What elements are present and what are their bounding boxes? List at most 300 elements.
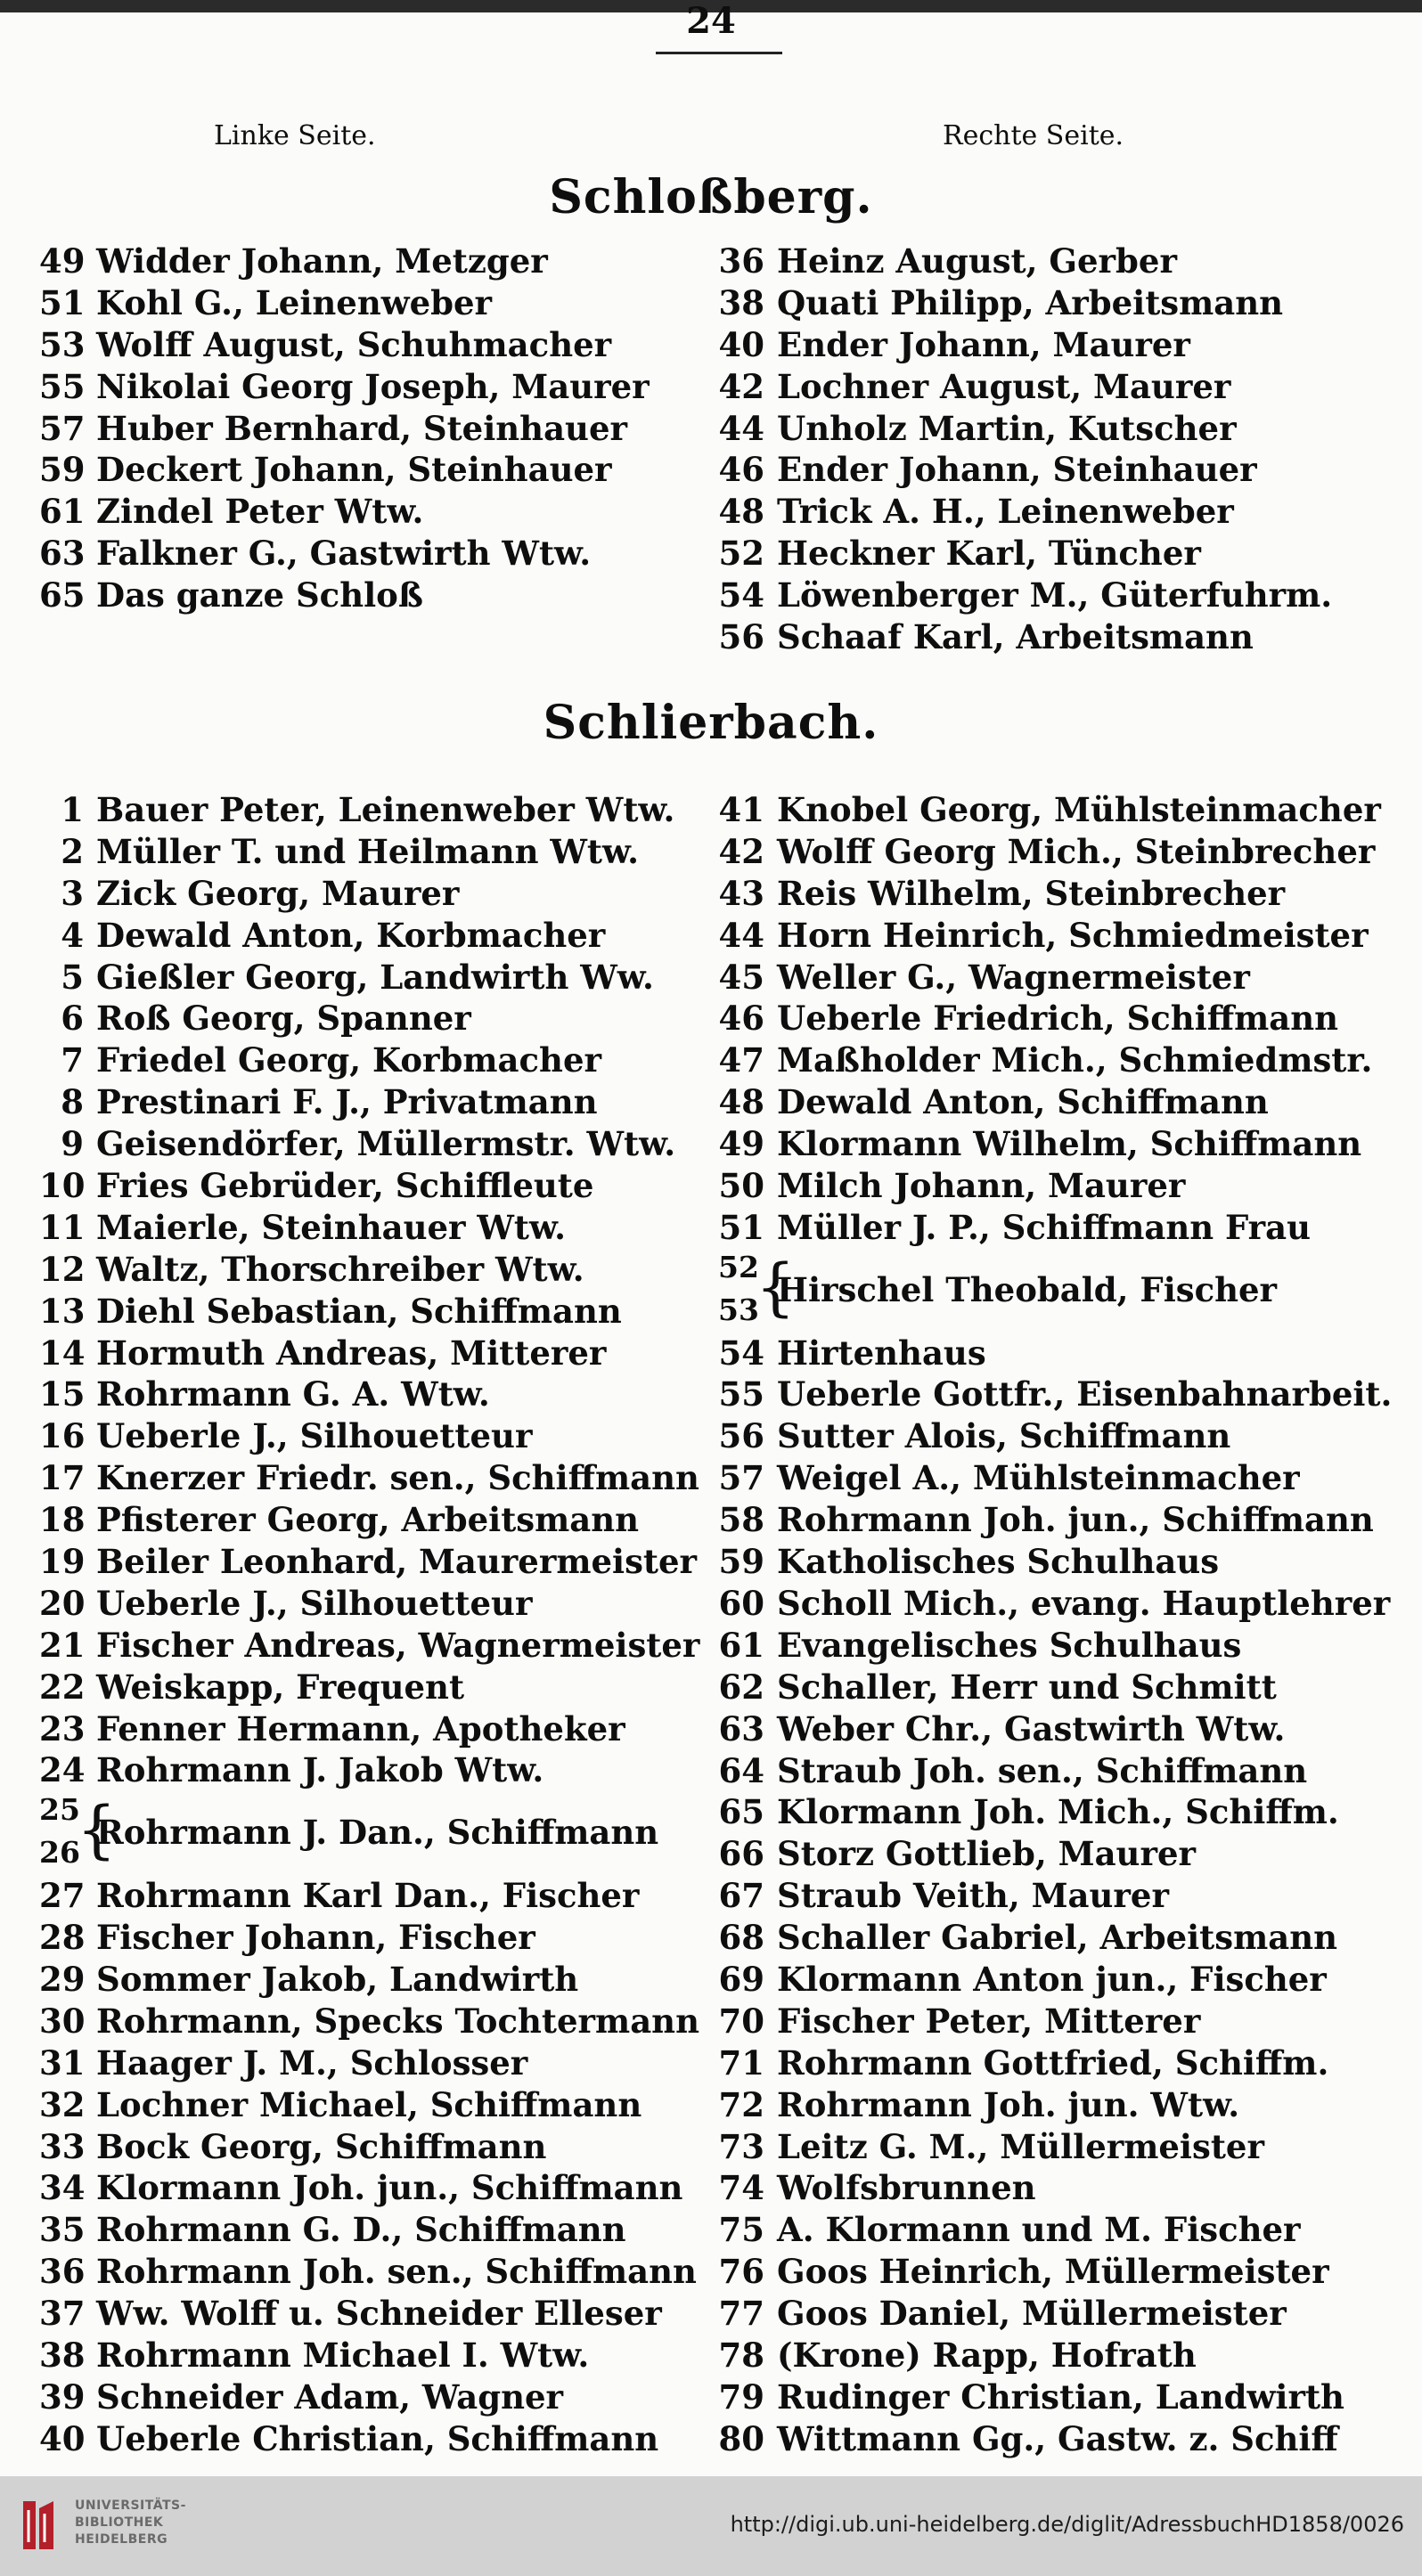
entry-row — [718, 1875, 1395, 1917]
resident-name: Ueberle Friedrich, Schiffmann — [777, 999, 1339, 1039]
resident-name: Deckert Johann, Steinhauer — [96, 450, 612, 490]
resident-name: Hirtenhaus — [777, 1333, 986, 1373]
section-title-schlierbach: Schlierbach. — [543, 696, 879, 750]
house-number: 61 — [39, 492, 86, 532]
entry-row — [718, 1499, 1395, 1541]
house-number: 10 — [39, 1166, 86, 1206]
library-name — [75, 2498, 186, 2548]
house-number: 44 — [718, 408, 764, 448]
entry-row — [718, 1750, 1395, 1792]
house-number: 69 — [718, 1959, 764, 1999]
entry-row — [39, 1165, 699, 1207]
resident-name: Weller G., Wagnermeister — [777, 957, 1250, 997]
resident-name: Klormann Wilhelm, Schiffmann — [777, 1124, 1362, 1164]
house-number: 44 — [718, 915, 764, 955]
resident-name: Hormuth Andreas, Mitterer — [96, 1333, 607, 1373]
resident-name: Straub Veith, Maurer — [777, 1876, 1169, 1916]
entry-row — [39, 957, 699, 999]
entry-row — [718, 1833, 1395, 1875]
house-number: 40 — [39, 2418, 86, 2458]
house-number: 48 — [718, 492, 764, 532]
entry-row — [39, 915, 699, 957]
entry-row — [39, 873, 699, 915]
resident-name: Roß Georg, Spanner — [96, 999, 471, 1039]
entry-row — [39, 1081, 699, 1123]
entry-row — [39, 2042, 699, 2084]
resident-name: Ueberle J., Silhouetteur — [96, 1416, 533, 1456]
house-number: 75 — [718, 2210, 764, 2250]
entry-row — [718, 2126, 1395, 2168]
entry-row — [39, 575, 699, 616]
entry-row — [39, 2209, 699, 2251]
entry-row — [718, 2251, 1395, 2293]
resident-name: Weiskapp, Frequent — [96, 1667, 465, 1707]
entry-row — [39, 1291, 699, 1333]
house-number: 42 — [718, 831, 764, 871]
schlierbach-left-list — [39, 789, 699, 2460]
entry-row — [718, 1457, 1395, 1499]
house-number: 36 — [718, 241, 764, 281]
resident-name: Sutter Alois, Schiffmann — [777, 1416, 1231, 1456]
resident-name: Bock Georg, Schiffmann — [96, 2126, 547, 2166]
resident-name: Klormann Anton jun., Fischer — [777, 1959, 1327, 1999]
entry-row — [39, 998, 699, 1039]
house-number: 32 — [39, 2084, 86, 2124]
resident-name: Wittmann Gg., Gastw. z. Schiff — [777, 2418, 1338, 2458]
resident-name: Storz Gottlieb, Maurer — [777, 1834, 1196, 1874]
entry-row — [39, 2293, 699, 2335]
entry-row — [718, 1625, 1395, 1667]
house-number: 57 — [39, 408, 86, 448]
library-name-line: BIBLIOTHEK — [75, 2515, 164, 2530]
house-number: 78 — [718, 2335, 764, 2375]
entry-row-bracketed — [718, 1249, 1395, 1333]
house-number: 79 — [718, 2376, 764, 2417]
house-number: 57 — [718, 1458, 764, 1498]
resident-name: Heckner Karl, Tüncher — [777, 534, 1201, 574]
source-url-link[interactable]: http://digi.ub.uni-heidelberg.de/diglit/AdressbuchHD1858/0026 — [730, 2512, 1404, 2537]
house-number: 17 — [39, 1458, 86, 1498]
house-number: 27 — [39, 1876, 86, 1916]
house-number: 68 — [718, 1918, 764, 1958]
house-number: 58 — [718, 1500, 764, 1540]
entry-row — [718, 1791, 1395, 1833]
house-number: 63 — [718, 1708, 764, 1749]
resident-name: Rudinger Christian, Landwirth — [777, 2376, 1344, 2417]
house-number: 59 — [718, 1542, 764, 1582]
house-number: 65 — [718, 1792, 764, 1832]
resident-name: Friedel Georg, Korbmacher — [96, 1040, 601, 1080]
house-number: 80 — [718, 2418, 764, 2458]
entry-row — [39, 449, 699, 491]
house-number: 22 — [39, 1667, 86, 1707]
house-number: 7 — [61, 1040, 84, 1080]
entry-row — [718, 2293, 1395, 2335]
resident-name: Rohrmann Joh. jun., Schiffmann — [777, 1500, 1374, 1540]
resident-name: Dewald Anton, Schiffmann — [777, 1082, 1269, 1122]
entry-row — [718, 1165, 1395, 1207]
resident-name: Ender Johann, Maurer — [777, 324, 1190, 364]
house-number: 47 — [718, 1040, 764, 1080]
house-number: 64 — [718, 1750, 764, 1790]
entry-row — [718, 1583, 1395, 1625]
entry-row — [39, 2335, 699, 2376]
resident-name: A. Klormann und M. Fischer — [777, 2210, 1301, 2250]
entry-row — [39, 1583, 699, 1625]
entry-row — [39, 1039, 699, 1081]
house-number: 30 — [39, 2001, 86, 2041]
resident-name: Maßholder Mich., Schmiedmstr. — [777, 1040, 1373, 1080]
entry-row — [39, 1959, 699, 2001]
entry-row — [39, 366, 699, 408]
house-number: 1 — [61, 790, 84, 829]
resident-name: Wolff August, Schuhmacher — [96, 324, 612, 364]
resident-name: Wolff Georg Mich., Steinbrecher — [777, 831, 1376, 871]
resident-name: Kohl G., Leinenweber — [96, 282, 493, 322]
resident-name: Fries Gebrüder, Schiffleute — [96, 1166, 594, 1206]
house-number: 5 — [61, 957, 84, 997]
entry-row — [39, 1123, 699, 1165]
house-number: 60 — [718, 1583, 764, 1623]
entry-row — [718, 366, 1395, 408]
house-number: 31 — [39, 2042, 86, 2083]
resident-name: Weigel A., Mühlsteinmacher — [777, 1458, 1300, 1498]
entry-row — [718, 533, 1395, 575]
resident-name: Schaller, Herr und Schmitt — [777, 1667, 1277, 1707]
library-name-line: HEIDELBERG — [75, 2532, 168, 2547]
house-number: 46 — [718, 450, 764, 490]
entry-row — [718, 1667, 1395, 1708]
resident-name: Schaaf Karl, Arbeitsmann — [777, 617, 1254, 657]
house-number: 72 — [718, 2084, 764, 2124]
resident-name: Diehl Sebastian, Schiffmann — [96, 1291, 622, 1331]
entry-row — [39, 1333, 699, 1374]
house-number: 51 — [718, 1207, 764, 1247]
entry-row — [39, 324, 699, 366]
entry-row — [39, 1207, 699, 1249]
resident-name: Fischer Peter, Mitterer — [777, 2001, 1201, 2041]
house-number: 38 — [39, 2335, 86, 2375]
resident-name: Schneider Adam, Wagner — [96, 2376, 564, 2417]
resident-name: Milch Johann, Maurer — [777, 1166, 1186, 1206]
entry-row — [718, 2001, 1395, 2042]
resident-name: Prestinari F. J., Privatmann — [96, 1082, 598, 1122]
house-number: 42 — [718, 366, 764, 406]
entry-row — [39, 1374, 699, 1415]
entry-row — [39, 2418, 699, 2460]
entry-row — [718, 873, 1395, 915]
entry-row — [39, 533, 699, 575]
schlierbach-right-list — [718, 789, 1395, 2460]
resident-name: Rohrmann G. A. Wtw. — [96, 1374, 490, 1414]
resident-name: Wolfsbrunnen — [777, 2168, 1036, 2208]
house-number: 39 — [39, 2376, 86, 2417]
entry-row — [39, 1249, 699, 1291]
resident-name: Maierle, Steinhauer Wtw. — [96, 1207, 567, 1247]
entry-row — [718, 491, 1395, 533]
entry-row — [39, 1499, 699, 1541]
resident-name: Geisendörfer, Müllermstr. Wtw. — [96, 1124, 676, 1164]
house-number: 77 — [718, 2294, 764, 2334]
house-number: 49 — [39, 241, 86, 281]
resident-name: Scholl Mich., evang. Hauptlehrer — [777, 1583, 1391, 1623]
entry-row — [718, 1917, 1395, 1959]
entry-row — [39, 1917, 699, 1959]
house-number: 16 — [39, 1416, 86, 1456]
entry-row — [718, 998, 1395, 1039]
house-number: 65 — [39, 575, 86, 615]
house-number: 62 — [718, 1667, 764, 1707]
house-number: 63 — [39, 534, 86, 574]
resident-name: Goos Heinrich, Müllermeister — [777, 2252, 1329, 2292]
entry-row — [718, 1333, 1395, 1374]
entry-row — [39, 789, 699, 831]
resident-name: Straub Joh. sen., Schiffmann — [777, 1750, 1308, 1790]
house-number: 4 — [61, 915, 84, 955]
entry-row — [39, 2001, 699, 2042]
entry-row — [39, 1667, 699, 1708]
house-number: 48 — [718, 1082, 764, 1122]
resident-name: Knerzer Friedr. sen., Schiffmann — [96, 1458, 699, 1498]
university-library-logo-icon — [14, 2496, 62, 2555]
resident-name: Ueberle J., Silhouetteur — [96, 1583, 533, 1623]
entry-row — [718, 2042, 1395, 2084]
house-number: 76 — [718, 2252, 764, 2292]
resident-name: Quati Philipp, Arbeitsmann — [777, 282, 1284, 322]
section-title-schlossberg: Schloßberg. — [549, 170, 873, 224]
resident-name: Zindel Peter Wtw. — [96, 492, 424, 532]
entry-row — [39, 1415, 699, 1457]
house-number: 18 — [39, 1500, 86, 1540]
house-number: 23 — [39, 1708, 86, 1749]
entry-row — [718, 831, 1395, 873]
resident-name: Reis Wilhelm, Steinbrecher — [777, 873, 1286, 913]
entry-row — [39, 1457, 699, 1499]
resident-name: Müller J. P., Schiffmann Frau — [777, 1207, 1311, 1247]
entry-row — [718, 915, 1395, 957]
resident-name: Rohrmann Karl Dan., Fischer — [96, 1876, 640, 1916]
resident-name: Rohrmann, Specks Tochtermann — [96, 2001, 699, 2041]
resident-name: Goos Daniel, Müllermeister — [777, 2294, 1287, 2334]
resident-name: Ender Johann, Steinhauer — [777, 450, 1257, 490]
resident-name: Fischer Andreas, Wagnermeister — [96, 1625, 700, 1665]
house-number: 53 — [39, 324, 86, 364]
house-number: 19 — [39, 1542, 86, 1582]
resident-name: Haager J. M., Schlosser — [96, 2042, 528, 2083]
house-number: 9 — [61, 1124, 84, 1164]
resident-name: Trick A. H., Leinenweber — [777, 492, 1234, 532]
house-number: 66 — [718, 1834, 764, 1874]
house-number: 11 — [39, 1207, 86, 1247]
house-number: 14 — [39, 1333, 86, 1373]
entry-row — [718, 1415, 1395, 1457]
entry-row — [718, 408, 1395, 450]
entry-row — [718, 324, 1395, 366]
resident-name: Hirschel Theobald, Fischer — [777, 1269, 1278, 1309]
house-number: 46 — [718, 999, 764, 1039]
entry-row — [39, 2167, 699, 2209]
resident-name: Rohrmann Joh. jun. Wtw. — [777, 2084, 1240, 2124]
resident-name: Falkner G., Gastwirth Wtw. — [96, 534, 592, 574]
house-number: 73 — [718, 2126, 764, 2166]
entry-row — [718, 2167, 1395, 2209]
bracket-brace: { — [756, 1250, 796, 1324]
library-name-line: UNIVERSITÄTS- — [75, 2499, 186, 2513]
entry-row — [718, 282, 1395, 324]
entry-row — [718, 2376, 1395, 2418]
entry-row — [39, 282, 699, 324]
house-number: 56 — [718, 617, 764, 657]
house-number: 67 — [718, 1876, 764, 1916]
entry-row — [718, 1708, 1395, 1750]
page-number: 24 — [686, 0, 736, 42]
house-number: 25 — [39, 1792, 80, 1828]
house-number: 74 — [718, 2168, 764, 2208]
entry-row — [718, 240, 1395, 282]
entry-row — [39, 1875, 699, 1917]
schlossberg-right-list — [718, 240, 1395, 658]
house-number: 52 — [718, 1249, 759, 1284]
entry-row — [718, 1541, 1395, 1583]
resident-name: Zick Georg, Maurer — [96, 873, 460, 913]
entry-row — [718, 575, 1395, 616]
resident-name: Klormann Joh. Mich., Schiffm. — [777, 1792, 1339, 1832]
entry-row — [718, 1039, 1395, 1081]
house-number: 50 — [718, 1166, 764, 1206]
entry-row — [718, 2335, 1395, 2376]
resident-name: Rohrmann J. Dan., Schiffmann — [96, 1813, 659, 1853]
resident-name: Leitz G. M., Müllermeister — [777, 2126, 1264, 2166]
house-number: 43 — [718, 873, 764, 913]
resident-name: Löwenberger M., Güterfuhrm. — [777, 575, 1333, 615]
entry-row — [39, 491, 699, 533]
entry-row — [718, 2209, 1395, 2251]
resident-name: Heinz August, Gerber — [777, 241, 1177, 281]
resident-name: Ueberle Gottfr., Eisenbahnarbeit. — [777, 1374, 1393, 1414]
entry-row — [39, 2084, 699, 2126]
house-number: 51 — [39, 282, 86, 322]
entry-row — [39, 2251, 699, 2293]
house-number: 3 — [61, 873, 84, 913]
entry-row — [718, 449, 1395, 491]
house-number: 40 — [718, 324, 764, 364]
resident-name: Ww. Wolff u. Schneider Elleser — [96, 2294, 662, 2334]
house-number: 54 — [718, 575, 764, 615]
resident-name: Fenner Hermann, Apotheker — [96, 1708, 625, 1749]
resident-name: Weber Chr., Gastwirth Wtw. — [777, 1708, 1286, 1749]
house-number: 24 — [39, 1750, 86, 1790]
resident-name: Katholisches Schulhaus — [777, 1542, 1220, 1582]
resident-name: Bauer Peter, Leinenweber Wtw. — [96, 790, 675, 829]
house-number: 13 — [39, 1291, 86, 1331]
resident-name: Müller T. und Heilmann Wtw. — [96, 831, 640, 871]
entry-row-bracketed — [39, 1791, 699, 1875]
house-number: 33 — [39, 2126, 86, 2166]
entry-row — [39, 1625, 699, 1667]
entry-row — [718, 2418, 1395, 2460]
resident-name: (Krone) Rapp, Hofrath — [777, 2335, 1197, 2375]
resident-name: Rohrmann G. D., Schiffmann — [96, 2210, 626, 2250]
house-number: 54 — [718, 1333, 764, 1373]
entry-row — [39, 1749, 699, 1791]
entry-row — [718, 616, 1395, 658]
house-number: 35 — [39, 2210, 86, 2250]
entry-row — [39, 2376, 699, 2418]
entry-row — [718, 2084, 1395, 2126]
resident-name: Unholz Martin, Kutscher — [777, 408, 1237, 448]
house-number: 55 — [718, 1374, 764, 1414]
entry-row — [39, 1708, 699, 1750]
viewer-footer — [0, 2476, 1422, 2576]
entry-row — [39, 408, 699, 450]
house-number: 55 — [39, 366, 86, 406]
resident-name: Lochner August, Maurer — [777, 366, 1231, 406]
right-side-label: Rechte Seite. — [943, 120, 1124, 151]
resident-name: Beiler Leonhard, Maurermeister — [96, 1542, 698, 1582]
resident-name: Evangelisches Schulhaus — [777, 1625, 1242, 1665]
house-number: 61 — [718, 1625, 764, 1665]
resident-name: Dewald Anton, Korbmacher — [96, 915, 606, 955]
house-number: 45 — [718, 957, 764, 997]
resident-name: Rohrmann Joh. sen., Schiffmann — [96, 2252, 697, 2292]
left-side-label: Linke Seite. — [214, 120, 376, 151]
house-number: 21 — [39, 1625, 86, 1665]
house-number: 37 — [39, 2294, 86, 2334]
house-number: 49 — [718, 1124, 764, 1164]
resident-name: Widder Johann, Metzger — [96, 241, 548, 281]
resident-name: Sommer Jakob, Landwirth — [96, 1959, 579, 1999]
resident-name: Das ganze Schloß — [96, 575, 423, 615]
resident-name: Rohrmann J. Jakob Wtw. — [96, 1750, 544, 1790]
resident-name: Klormann Joh. jun., Schiffmann — [96, 2168, 683, 2208]
entry-row — [718, 1081, 1395, 1123]
entry-row — [718, 1123, 1395, 1165]
entry-row — [718, 1959, 1395, 2001]
house-number: 53 — [718, 1292, 759, 1327]
house-number: 8 — [61, 1082, 84, 1122]
house-number: 38 — [718, 282, 764, 322]
resident-name: Lochner Michael, Schiffmann — [96, 2084, 642, 2124]
entry-row — [39, 2126, 699, 2168]
resident-name: Gießler Georg, Landwirth Ww. — [96, 957, 654, 997]
resident-name: Rohrmann Michael I. Wtw. — [96, 2335, 590, 2375]
resident-name: Schaller Gabriel, Arbeitsmann — [777, 1918, 1338, 1958]
schlossberg-left-list — [39, 240, 699, 616]
entry-row — [718, 1207, 1395, 1249]
house-number: 28 — [39, 1918, 86, 1958]
house-number: 41 — [718, 790, 764, 829]
house-number: 20 — [39, 1583, 86, 1623]
house-number: 34 — [39, 2168, 86, 2208]
resident-name: Horn Heinrich, Schmiedmeister — [777, 915, 1369, 955]
entry-row — [718, 957, 1395, 999]
house-number: 2 — [61, 831, 84, 871]
resident-name: Waltz, Thorschreiber Wtw. — [96, 1249, 584, 1289]
entry-row — [39, 831, 699, 873]
entry-row — [718, 789, 1395, 831]
house-number: 71 — [718, 2042, 764, 2083]
page-number-rule — [656, 52, 782, 54]
house-number: 6 — [61, 999, 84, 1039]
house-number: 12 — [39, 1249, 86, 1289]
house-number: 52 — [718, 534, 764, 574]
house-number: 26 — [39, 1835, 80, 1871]
resident-name: Pfisterer Georg, Arbeitsmann — [96, 1500, 640, 1540]
resident-name: Fischer Johann, Fischer — [96, 1918, 535, 1958]
entry-row — [39, 1541, 699, 1583]
resident-name: Huber Bernhard, Steinhauer — [96, 408, 627, 448]
house-number: 59 — [39, 450, 86, 490]
